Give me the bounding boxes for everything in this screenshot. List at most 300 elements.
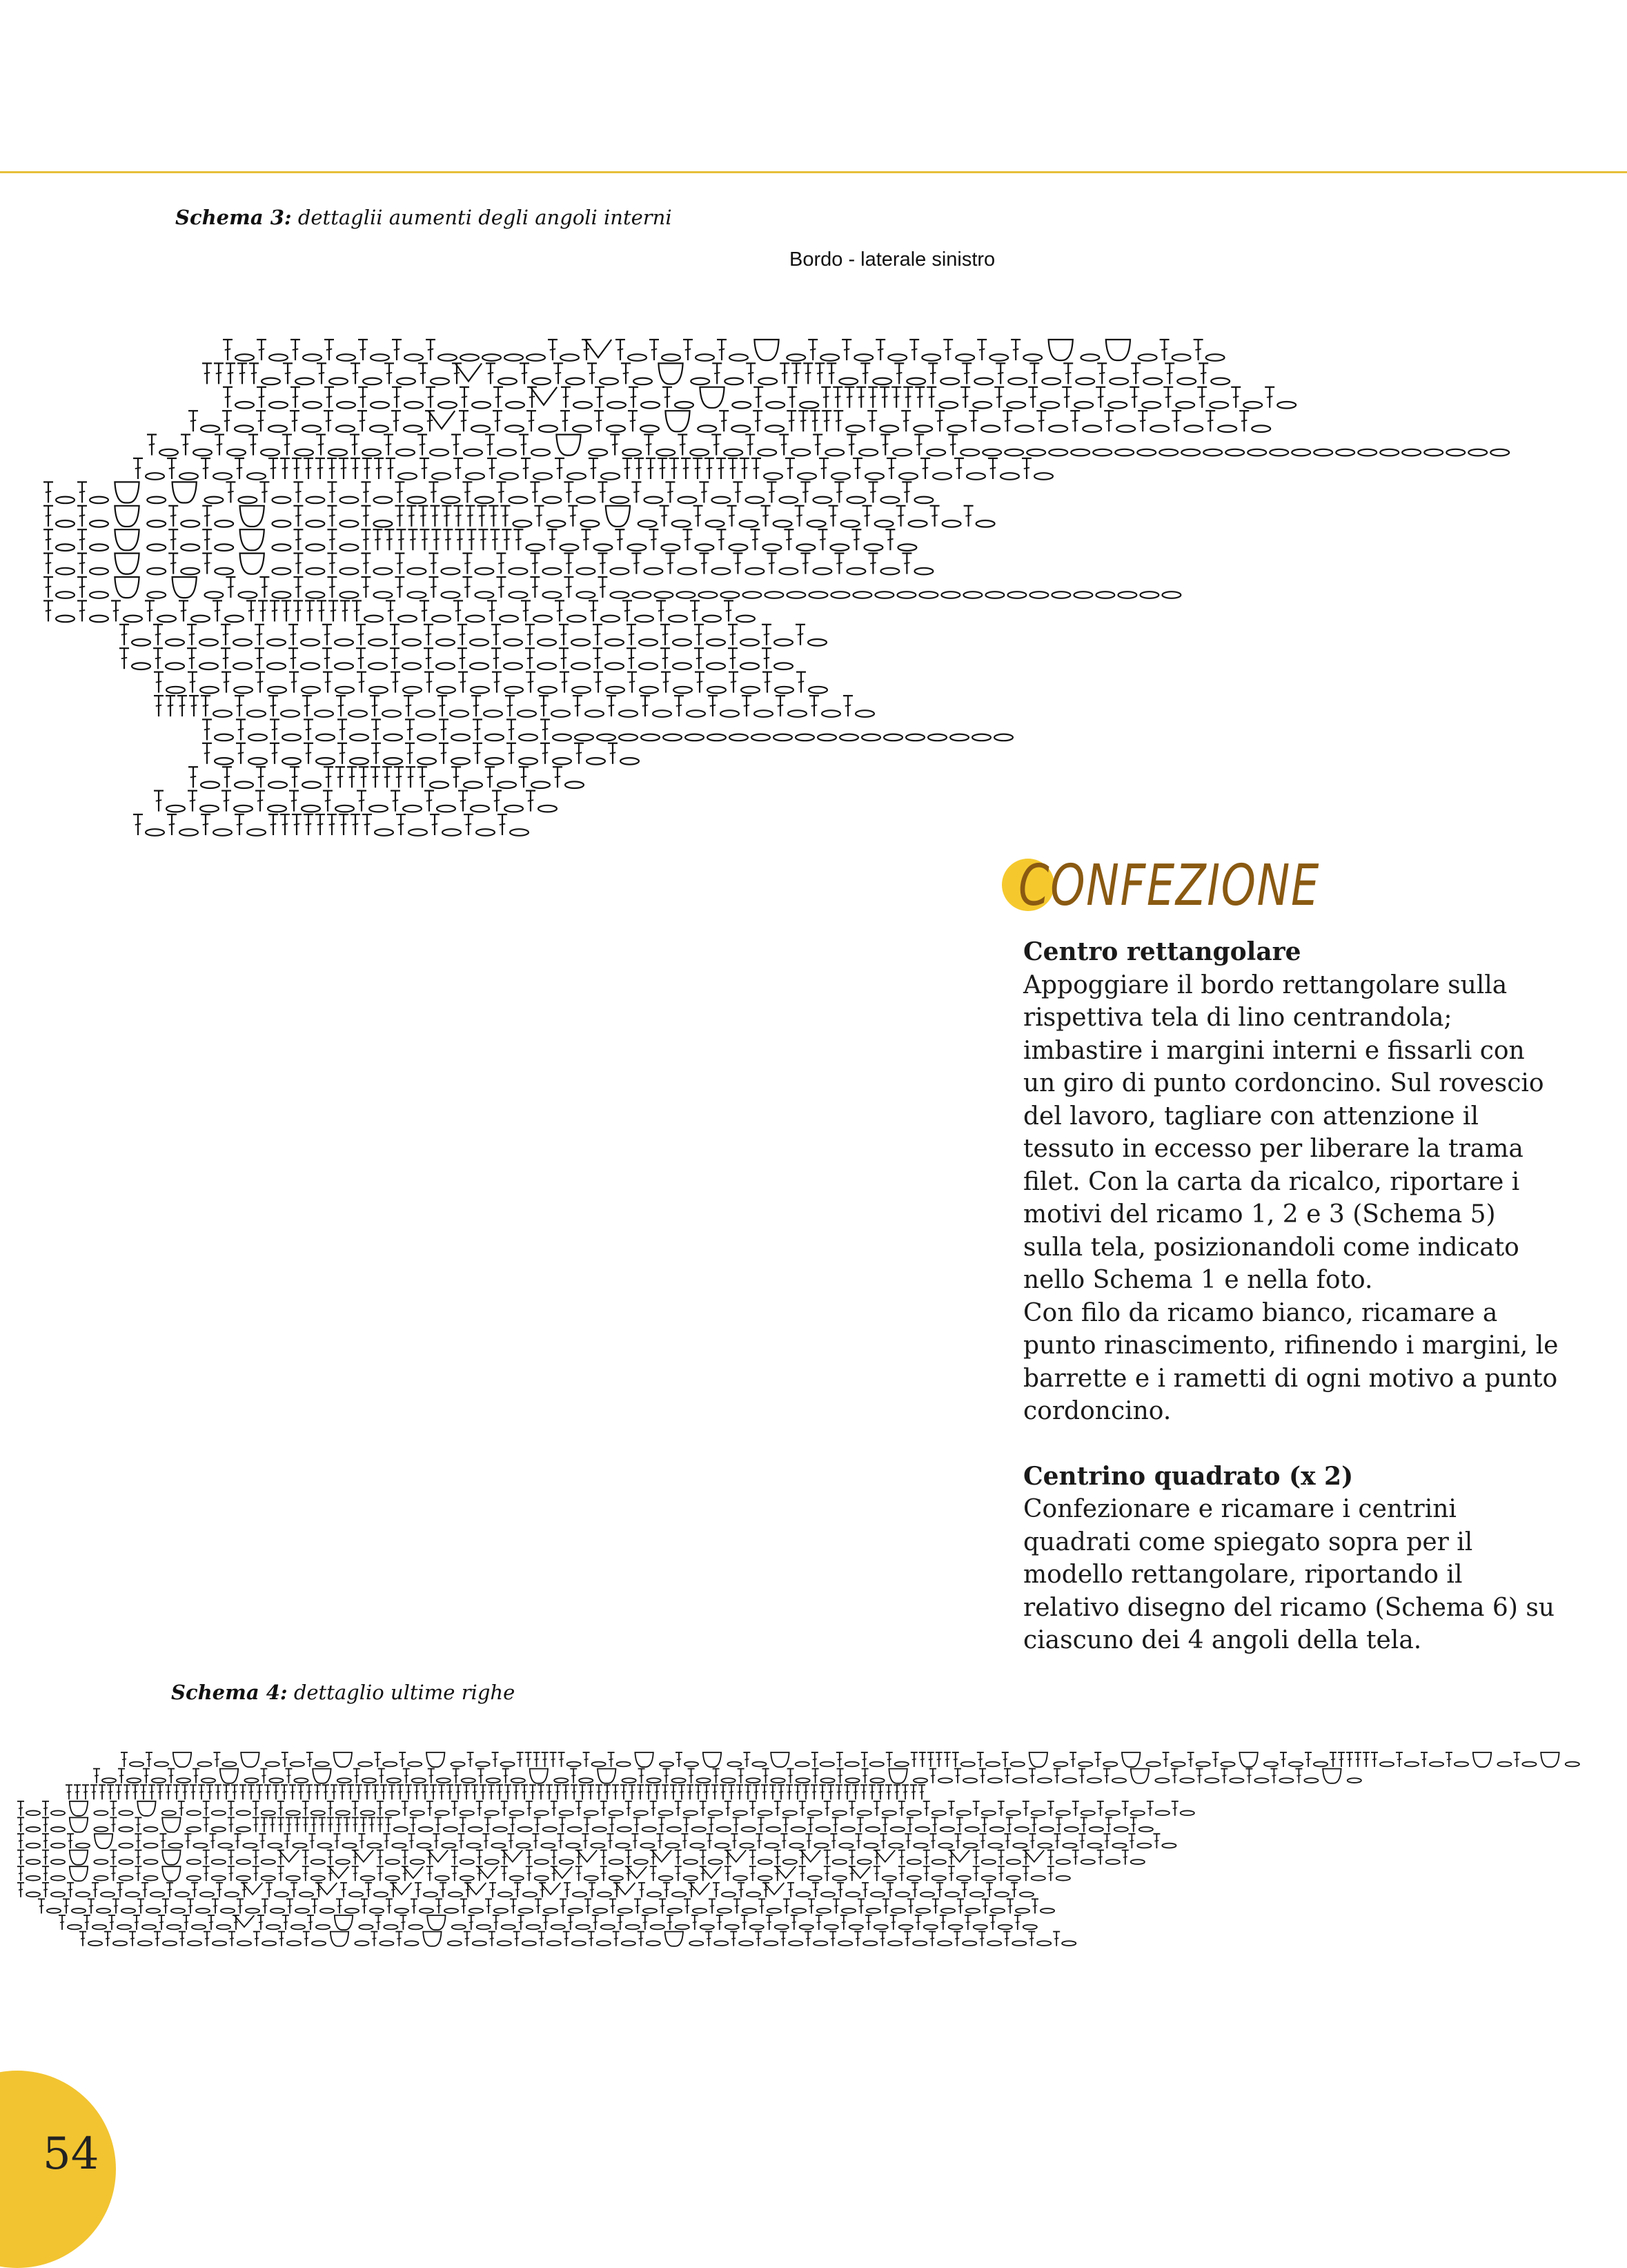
chain-symbol xyxy=(1210,402,1228,409)
chain-symbol xyxy=(432,473,451,480)
double-crochet-symbol xyxy=(270,719,279,740)
chain-symbol xyxy=(1176,402,1194,409)
double-crochet-symbol xyxy=(894,1785,900,1799)
chain-symbol xyxy=(246,1908,259,1913)
double-crochet-symbol xyxy=(927,387,936,408)
double-crochet-symbol xyxy=(911,1883,918,1897)
double-crochet-symbol xyxy=(778,1785,785,1799)
double-crochet-symbol xyxy=(107,1785,114,1799)
double-crochet-symbol xyxy=(372,1785,379,1799)
chain-symbol xyxy=(384,1925,397,1930)
chain-symbol xyxy=(291,1925,305,1930)
double-crochet-symbol xyxy=(1363,1752,1370,1767)
decrease-symbol xyxy=(541,1883,561,1895)
chain-symbol xyxy=(689,1941,703,1946)
double-crochet-symbol xyxy=(822,411,831,431)
double-crochet-symbol xyxy=(255,672,265,693)
double-crochet-symbol xyxy=(289,1785,296,1799)
stitch-row xyxy=(188,411,1270,432)
chain-symbol xyxy=(1137,1844,1151,1848)
double-crochet-symbol xyxy=(593,648,602,669)
chain-symbol xyxy=(386,1859,400,1864)
double-crochet-symbol xyxy=(327,1850,334,1865)
chain-symbol xyxy=(361,1810,375,1815)
chain-symbol xyxy=(854,354,873,361)
chain-symbol xyxy=(286,1876,300,1881)
chain-symbol xyxy=(142,1925,156,1930)
double-crochet-symbol xyxy=(758,1899,765,1913)
double-crochet-symbol xyxy=(1103,1769,1110,1783)
chain-symbol xyxy=(722,1778,736,1783)
chain-symbol xyxy=(983,449,1001,456)
chain-symbol xyxy=(732,402,751,409)
double-crochet-symbol xyxy=(743,1752,750,1767)
chain-symbol xyxy=(973,402,992,409)
chain-symbol xyxy=(262,1941,276,1946)
double-crochet-symbol xyxy=(690,600,700,621)
double-crochet-symbol xyxy=(1096,387,1105,408)
chain-symbol xyxy=(866,1827,880,1832)
chain-symbol xyxy=(907,1810,921,1815)
double-crochet-symbol xyxy=(589,600,598,621)
double-crochet-symbol xyxy=(708,696,718,716)
double-crochet-symbol xyxy=(110,1801,117,1816)
chain-symbol xyxy=(509,568,527,575)
double-crochet-symbol xyxy=(787,387,797,408)
double-crochet-symbol xyxy=(273,1785,279,1799)
double-crochet-symbol xyxy=(215,435,224,456)
double-crochet-symbol xyxy=(237,1899,244,1913)
chain-symbol xyxy=(1230,1778,1243,1783)
double-crochet-symbol xyxy=(289,672,299,693)
chain-symbol xyxy=(1314,449,1332,456)
puff-stitch-symbol xyxy=(241,1752,259,1767)
double-crochet-symbol xyxy=(198,1785,205,1799)
chain-symbol xyxy=(593,1827,607,1832)
chain-symbol xyxy=(554,1778,568,1783)
double-crochet-symbol xyxy=(821,387,831,408)
double-crochet-symbol xyxy=(629,387,638,408)
double-crochet-symbol xyxy=(424,791,434,812)
double-crochet-symbol xyxy=(323,791,333,812)
chain-symbol xyxy=(541,1844,555,1848)
chain-symbol xyxy=(26,1827,40,1832)
double-crochet-symbol xyxy=(303,1932,310,1946)
chain-symbol xyxy=(460,1810,474,1815)
double-crochet-symbol xyxy=(223,340,233,360)
double-crochet-symbol xyxy=(463,1785,470,1799)
puff-stitch-symbol xyxy=(889,1769,907,1783)
double-crochet-symbol xyxy=(896,506,906,527)
double-crochet-symbol xyxy=(201,458,210,479)
chain-symbol xyxy=(891,1827,905,1832)
chain-symbol xyxy=(607,425,625,432)
double-crochet-symbol xyxy=(665,554,675,574)
chain-symbol xyxy=(1380,1762,1394,1767)
chain-symbol xyxy=(119,1810,132,1815)
double-crochet-symbol xyxy=(294,1817,301,1832)
chain-symbol xyxy=(398,616,417,623)
chain-symbol xyxy=(196,1908,210,1913)
double-crochet-symbol xyxy=(426,340,435,360)
double-crochet-symbol xyxy=(862,1769,869,1783)
double-crochet-symbol xyxy=(834,554,844,574)
puff-stitch-symbol xyxy=(240,506,264,527)
double-crochet-symbol xyxy=(670,1785,677,1799)
puff-stitch-symbol xyxy=(703,1752,721,1767)
double-crochet-symbol xyxy=(43,506,53,527)
double-crochet-symbol xyxy=(529,1785,536,1799)
chain-symbol xyxy=(90,568,108,575)
chain-symbol xyxy=(1023,1925,1037,1930)
chain-symbol xyxy=(724,449,742,456)
double-crochet-symbol xyxy=(532,1834,539,1848)
double-crochet-symbol xyxy=(907,1817,914,1832)
double-crochet-symbol xyxy=(143,1769,150,1783)
chain-symbol xyxy=(711,497,730,504)
chain-symbol xyxy=(200,1892,214,1897)
double-crochet-symbol xyxy=(214,363,224,384)
double-crochet-symbol xyxy=(954,1769,961,1783)
chain-symbol xyxy=(849,1925,863,1930)
chain-symbol xyxy=(362,449,381,456)
chain-symbol xyxy=(684,1859,698,1864)
chain-symbol xyxy=(286,1810,300,1815)
puff-stitch-symbol xyxy=(220,1769,238,1783)
chain-symbol xyxy=(1143,378,1162,385)
chain-symbol xyxy=(800,402,818,409)
double-crochet-symbol xyxy=(564,554,573,574)
double-crochet-symbol xyxy=(371,1932,377,1946)
chain-symbol xyxy=(373,497,392,504)
chain-symbol xyxy=(336,425,355,432)
double-crochet-symbol xyxy=(482,1834,489,1848)
puff-stitch-symbol xyxy=(606,506,630,527)
double-crochet-symbol xyxy=(669,458,679,479)
double-crochet-symbol xyxy=(283,363,293,384)
double-crochet-symbol xyxy=(361,482,371,502)
double-crochet-symbol xyxy=(836,1785,842,1799)
double-crochet-symbol xyxy=(530,554,540,574)
double-crochet-symbol xyxy=(868,387,878,408)
double-crochet-symbol xyxy=(957,1899,964,1913)
double-crochet-symbol xyxy=(829,506,838,527)
chain-symbol xyxy=(907,378,925,385)
chain-symbol xyxy=(833,1876,847,1881)
double-crochet-symbol xyxy=(1047,1866,1054,1881)
chain-symbol xyxy=(435,1876,449,1881)
chain-symbol xyxy=(431,378,449,385)
double-crochet-symbol xyxy=(352,1817,359,1832)
double-crochet-symbol xyxy=(534,506,544,527)
chain-symbol xyxy=(339,568,358,575)
decrease-symbol xyxy=(850,1866,870,1878)
double-crochet-symbol xyxy=(915,1915,922,1930)
double-crochet-symbol xyxy=(919,1752,926,1767)
chain-symbol xyxy=(1162,1844,1176,1848)
double-crochet-symbol xyxy=(453,600,463,621)
double-crochet-symbol xyxy=(255,648,264,669)
chain-symbol xyxy=(386,1810,400,1815)
puff-stitch-symbol xyxy=(754,340,778,360)
chain-symbol xyxy=(841,520,860,527)
chain-symbol xyxy=(519,758,538,765)
double-crochet-symbol xyxy=(879,1932,886,1946)
double-crochet-symbol xyxy=(361,1899,368,1913)
chain-symbol xyxy=(222,1762,236,1767)
double-crochet-symbol xyxy=(390,625,400,645)
double-crochet-symbol xyxy=(67,1834,74,1848)
chain-symbol xyxy=(773,520,792,527)
chain-symbol xyxy=(715,1844,729,1848)
chain-symbol xyxy=(147,568,166,575)
chain-symbol xyxy=(262,1859,275,1864)
double-crochet-symbol xyxy=(293,577,303,598)
double-crochet-symbol xyxy=(428,482,438,502)
double-crochet-symbol xyxy=(203,1850,210,1865)
chain-symbol xyxy=(375,829,393,836)
double-crochet-symbol xyxy=(1160,340,1170,360)
double-crochet-symbol xyxy=(358,1834,365,1848)
chain-symbol xyxy=(871,1778,885,1783)
double-crochet-symbol xyxy=(956,1817,963,1832)
chain-symbol xyxy=(1005,449,1023,456)
double-crochet-symbol xyxy=(188,767,198,788)
double-crochet-symbol xyxy=(302,1801,309,1816)
puff-stitch-symbol xyxy=(665,1932,683,1946)
chain-symbol xyxy=(384,734,402,741)
chain-symbol xyxy=(640,425,659,432)
chain-symbol xyxy=(991,1908,1005,1913)
chain-symbol xyxy=(526,544,544,551)
double-crochet-symbol xyxy=(132,1785,139,1799)
double-crochet-symbol xyxy=(738,1769,745,1783)
double-crochet-symbol xyxy=(1199,363,1208,384)
stitch-row xyxy=(43,577,1181,598)
double-crochet-symbol xyxy=(746,363,756,384)
chain-symbol xyxy=(269,402,288,409)
chain-symbol xyxy=(130,1762,144,1767)
chain-symbol xyxy=(363,378,382,385)
chain-symbol xyxy=(72,1908,86,1913)
chain-symbol xyxy=(773,734,792,741)
puff-stitch-symbol xyxy=(1122,1752,1140,1767)
double-crochet-symbol xyxy=(492,672,502,693)
chain-symbol xyxy=(620,758,639,765)
double-crochet-symbol xyxy=(285,1769,292,1783)
chain-symbol xyxy=(1114,1827,1128,1832)
double-crochet-symbol xyxy=(745,435,755,456)
chain-symbol xyxy=(1225,449,1244,456)
chain-symbol xyxy=(420,1908,433,1913)
chain-symbol xyxy=(1054,1762,1067,1767)
double-crochet-symbol xyxy=(501,1866,508,1881)
chain-symbol xyxy=(371,354,389,361)
chain-symbol xyxy=(1056,1810,1070,1815)
chain-symbol xyxy=(641,402,660,409)
chain-symbol xyxy=(987,1941,1001,1946)
chain-symbol xyxy=(212,1827,226,1832)
double-crochet-symbol xyxy=(780,1834,787,1848)
double-crochet-symbol xyxy=(1078,1769,1085,1783)
chain-symbol xyxy=(213,710,232,717)
chain-symbol xyxy=(938,1778,952,1783)
double-crochet-symbol xyxy=(525,1752,532,1767)
chain-symbol xyxy=(166,805,185,812)
chain-symbol xyxy=(535,1859,549,1864)
chain-symbol xyxy=(1142,402,1161,409)
double-crochet-symbol xyxy=(153,625,163,645)
chain-symbol xyxy=(576,497,595,504)
double-crochet-symbol xyxy=(88,1899,95,1913)
double-crochet-symbol xyxy=(384,363,394,384)
double-crochet-symbol xyxy=(589,1883,595,1897)
chain-symbol xyxy=(932,1810,946,1815)
decrease-symbol xyxy=(875,1850,895,1862)
chain-symbol xyxy=(519,1908,533,1913)
double-crochet-symbol xyxy=(489,506,498,527)
double-crochet-symbol xyxy=(880,387,889,408)
chain-symbol xyxy=(593,544,612,551)
chain-symbol xyxy=(267,663,286,669)
chain-symbol xyxy=(472,402,491,409)
chain-symbol xyxy=(998,1925,1012,1930)
chain-symbol xyxy=(720,710,739,717)
double-crochet-symbol xyxy=(587,363,597,384)
double-crochet-symbol xyxy=(1446,1752,1452,1767)
double-crochet-symbol xyxy=(656,600,666,621)
double-crochet-symbol xyxy=(705,1932,712,1946)
double-crochet-symbol xyxy=(223,1785,230,1799)
double-crochet-symbol xyxy=(965,1915,972,1930)
double-crochet-symbol xyxy=(282,1915,289,1930)
chain-symbol xyxy=(647,1892,661,1897)
double-crochet-symbol xyxy=(675,1866,682,1881)
double-crochet-symbol xyxy=(855,1834,862,1848)
double-crochet-symbol xyxy=(496,1785,503,1799)
double-crochet-symbol xyxy=(700,1801,707,1816)
double-crochet-symbol xyxy=(547,529,557,550)
double-crochet-symbol xyxy=(683,1817,690,1832)
chain-symbol xyxy=(1184,425,1203,432)
stitch-row xyxy=(223,340,1225,361)
puff-stitch-symbol xyxy=(598,1769,615,1783)
chain-symbol xyxy=(888,1941,902,1946)
double-crochet-symbol xyxy=(570,1769,577,1783)
double-crochet-symbol xyxy=(1231,387,1241,408)
double-crochet-symbol xyxy=(235,696,244,716)
chain-symbol xyxy=(1455,1762,1468,1767)
chain-symbol xyxy=(1131,1859,1145,1864)
chain-symbol xyxy=(1180,1778,1194,1783)
chain-symbol xyxy=(1177,378,1196,385)
stitch-row xyxy=(59,1915,1037,1930)
double-crochet-symbol xyxy=(530,577,540,598)
double-crochet-symbol xyxy=(762,625,771,645)
double-crochet-symbol xyxy=(1354,1752,1361,1767)
chain-symbol xyxy=(475,497,493,504)
decrease-symbol xyxy=(466,1883,486,1895)
double-crochet-symbol xyxy=(256,411,266,431)
chain-symbol xyxy=(1087,1778,1101,1783)
chain-symbol xyxy=(1206,354,1225,361)
chain-symbol xyxy=(572,687,591,694)
puff-stitch-symbol xyxy=(556,435,580,456)
chain-symbol xyxy=(553,758,571,765)
chain-symbol xyxy=(201,425,219,432)
double-crochet-symbol xyxy=(426,387,435,408)
double-crochet-symbol xyxy=(1036,411,1046,431)
double-crochet-symbol xyxy=(327,554,337,574)
chain-symbol xyxy=(1172,354,1191,361)
double-crochet-symbol xyxy=(520,363,529,384)
double-crochet-symbol xyxy=(845,387,854,408)
chain-symbol xyxy=(469,1908,483,1913)
chain-symbol xyxy=(402,639,421,646)
double-crochet-symbol xyxy=(1196,1769,1203,1783)
chain-symbol xyxy=(820,1762,834,1767)
chain-symbol xyxy=(155,1762,168,1767)
double-crochet-symbol xyxy=(563,1932,570,1946)
chain-symbol xyxy=(411,1859,424,1864)
double-crochet-symbol xyxy=(662,387,672,408)
double-crochet-symbol xyxy=(502,1769,509,1783)
chain-symbol xyxy=(796,1762,809,1767)
double-crochet-symbol xyxy=(428,577,438,598)
chain-symbol xyxy=(1446,449,1465,456)
double-crochet-symbol xyxy=(733,482,742,502)
decrease-symbol xyxy=(615,1883,635,1895)
double-crochet-symbol xyxy=(290,767,299,788)
double-crochet-symbol xyxy=(173,1785,180,1799)
chain-symbol xyxy=(90,520,108,527)
double-crochet-symbol xyxy=(505,696,515,716)
chain-symbol xyxy=(1252,425,1270,432)
double-crochet-symbol xyxy=(405,719,415,740)
chain-symbol xyxy=(188,1941,201,1946)
chain-symbol xyxy=(403,805,422,812)
double-crochet-symbol xyxy=(324,340,334,360)
double-crochet-symbol xyxy=(259,482,269,502)
puff-stitch-symbol xyxy=(137,1801,155,1816)
stitch-row xyxy=(17,1850,1145,1865)
chain-symbol xyxy=(394,1827,408,1832)
double-crochet-symbol xyxy=(327,506,337,527)
chain-symbol xyxy=(535,1876,549,1881)
chain-symbol xyxy=(213,473,232,480)
double-crochet-symbol xyxy=(581,529,591,550)
chain-symbol xyxy=(707,663,725,669)
chain-symbol xyxy=(238,497,257,504)
chain-symbol xyxy=(669,616,687,623)
chain-symbol xyxy=(707,734,726,741)
double-crochet-symbol xyxy=(311,1899,318,1913)
chain-symbol xyxy=(475,568,493,575)
puff-stitch-symbol xyxy=(95,1834,112,1848)
double-crochet-symbol xyxy=(769,1785,776,1799)
chain-symbol xyxy=(26,1844,40,1848)
double-crochet-symbol xyxy=(43,600,53,621)
double-crochet-symbol xyxy=(437,696,447,716)
chain-symbol xyxy=(1038,1844,1052,1848)
double-crochet-symbol xyxy=(496,554,506,574)
double-crochet-symbol xyxy=(406,506,416,527)
chain-symbol xyxy=(914,568,933,575)
chain-symbol xyxy=(1081,1810,1095,1815)
double-crochet-symbol xyxy=(203,1801,210,1816)
double-crochet-symbol xyxy=(612,1785,619,1799)
chain-symbol xyxy=(166,687,185,694)
